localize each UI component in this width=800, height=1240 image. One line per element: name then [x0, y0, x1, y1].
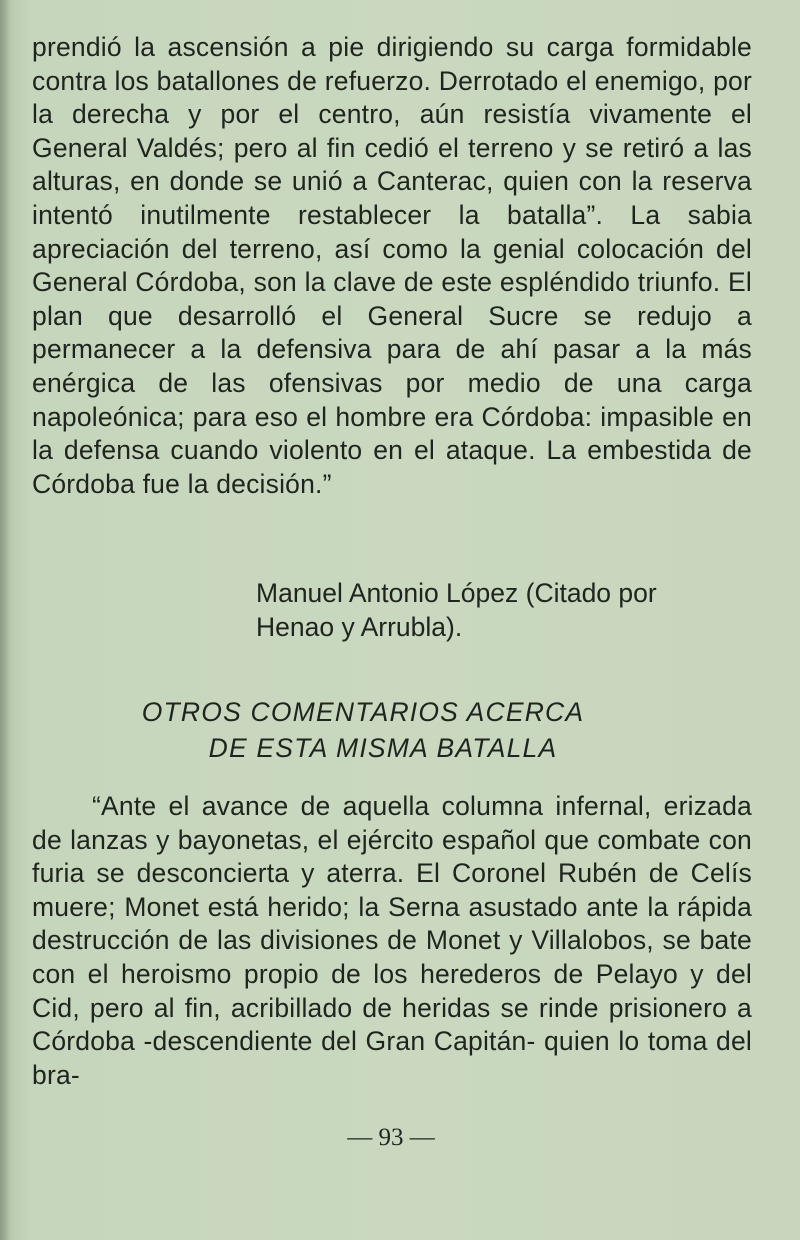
page-number: — 93 — — [347, 1124, 435, 1151]
citation — [256, 576, 756, 644]
citation-line: Henao y Arrubla). — [256, 612, 463, 642]
body-paragraph-quote: “Ante el avance de aquella columna infernal, erizada de lanzas y bayonetas, el ejército español que combate con furia se desconcierta y aterra. El Coronel Rubén de Celís muere; Monet está herido; la Serna asustado ante la rápida destrucción de las divisiones de Monet y Villalobos, se bate con el heroismo propio de los herederos de Pelayo y del Cid, pero al fin, acribillado de heridas se rinde prisionero a Córdoba -descendiente del Gran Capitán- quien lo toma del bra- — [32, 791, 752, 1090]
section-heading-line: OTROS COMENTARIOS ACERCA — [141, 697, 585, 727]
section-heading-line: DE ESTA MISMA BATALLA — [208, 733, 558, 763]
citation-line: Manuel Antonio López (Citado por — [256, 578, 657, 608]
body-paragraph-continued: prendió la ascensión a pie dirigiendo su carga formidable contra los batallones de refuerzo. Derrotado el enemigo, por la derecha y por el centro, aún resistía vivamente el General Valdés; pero al fin cedió el terreno y se retiró a las alturas, en donde se unió a Canterac, quien con la reserva intentó inutilmente restablecer la batalla”. La sabia apreciación del terreno, así como la genial colocación del General Córdoba, son la clave de este espléndido triunfo. El plan que desarrolló el General Sucre se redujo a permanecer a la defensiva para de ahí pasar a la más enérgica de las ofensivas por medio de una carga napoleónica; para eso el hombre era Córdoba: impasible en la defensa cuando violento en el ataque. La embestida de Córdoba fue la decisión.” — [32, 32, 752, 499]
gutter-shadow — [0, 0, 10, 1240]
section-heading — [32, 694, 752, 766]
